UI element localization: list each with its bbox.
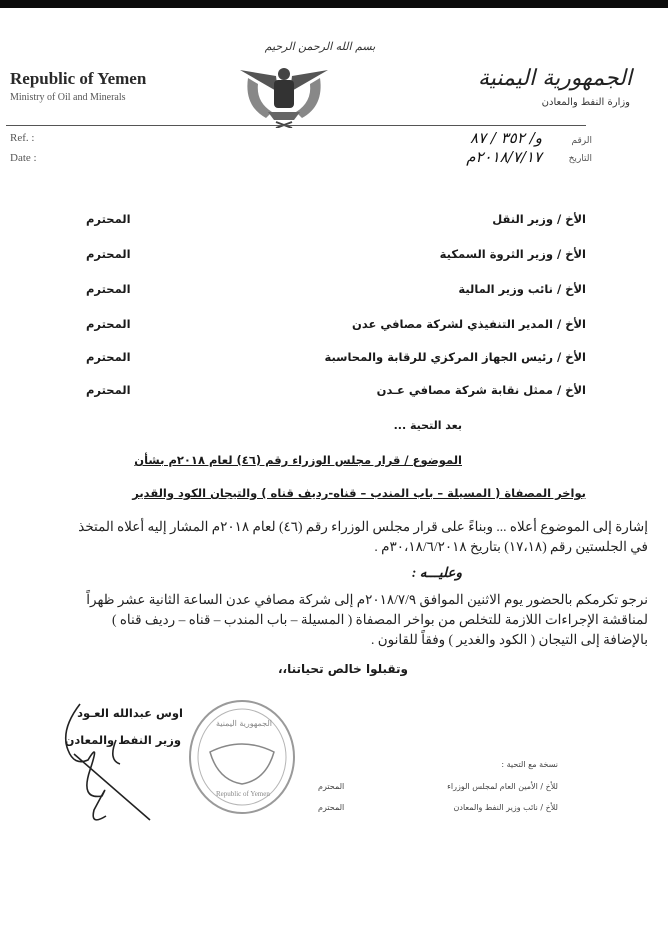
copy-recipient: للأخ / الأمين العام لمجلس الوزراء — [447, 782, 558, 791]
greeting: بعد التحية ... — [393, 419, 462, 432]
official-stamp-icon — [186, 696, 298, 818]
body-paragraph-1: إشارة إلى الموضوع أعلاه ... وبناءً على قرار مجلس الوزراء رقم (٤٦) لعام ٢٠١٨م المشار إليه أعلاه المتخذ في الجلستين رقم (١٧،١٨) بتاريخ ٣٠،١٨/٦/٢٠١٨م . — [78, 519, 648, 554]
ref-label-ar: الرقم — [571, 136, 592, 146]
recipient-row — [86, 247, 586, 265]
recipient-row — [86, 317, 586, 335]
letterhead-en-subtitle: Ministry of Oil and Minerals — [10, 92, 126, 103]
copy-recipient: للأخ / نائب وزير النفط والمعادن — [453, 803, 558, 812]
recipient-honorific: المحترم — [86, 247, 131, 261]
closing-line: وتقبلوا خالص تحياتنا،، — [277, 662, 408, 676]
copy-row — [318, 803, 558, 815]
therefore-heading: وعليـــه : — [411, 565, 462, 580]
copy-row — [318, 782, 558, 794]
recipient-name: الأخ / ممثل نقابة شركة مصافي عـدن — [376, 383, 586, 397]
copy-honorific: المحترم — [318, 782, 345, 791]
recipient-name: الأخ / المدير التنفيذي لشركة مصافي عدن — [352, 317, 586, 331]
letterhead-en-title: Republic of Yemen — [10, 69, 147, 88]
date-label-en: Date : — [10, 152, 37, 164]
recipient-row — [86, 383, 586, 401]
body-paragraph-2: نرجو تكرمكم بالحضور يوم الاثنين الموافق ٢٠١٨/٧/٩م إلى شركة مصافي عدن الساعة الثانية عشر ظهراً لمناقشة الإجراءات اللازمة للتخلص من بواخر المصفاة ( المسيلة – باب المندب – قناه – رديف قناه ) بالإضافة إلى التيجان ( الكود والغدير ) وفقاً للقانون . — [86, 592, 648, 647]
recipient-honorific: المحترم — [86, 317, 131, 331]
top-black-bar — [0, 0, 668, 8]
copy-honorific: المحترم — [318, 803, 345, 812]
recipient-honorific: المحترم — [86, 282, 131, 296]
recipient-name: الأخ / وزير النقل — [492, 212, 586, 226]
recipient-name: الأخ / وزير الثروة السمكية — [439, 247, 586, 261]
recipient-honorific: المحترم — [86, 383, 131, 397]
subject-line-1: الموضوع / قرار مجلس الوزراء رقم (٤٦) لعام ٢٠١٨م بشأن — [134, 453, 462, 467]
subject-line-2: بواخر المصفاة ( المسيلة – باب المندب – قناه-رديف قناه ) والتيجان الكود والقدير — [132, 486, 586, 500]
recipient-name: الأخ / رئيس الجهاز المركزي للرقابة والمحاسبة — [324, 350, 586, 364]
recipient-row — [86, 282, 586, 300]
handwritten-signature-icon — [50, 700, 160, 828]
date-label-ar: التاريخ — [568, 154, 592, 164]
signatory-name: اوس عبدالله العـود — [77, 706, 183, 720]
recipient-name: الأخ / نائب وزير المالية — [458, 282, 586, 296]
basmala: بسم الله الرحمن الرحيم — [264, 40, 376, 53]
ref-label-en: Ref. : — [10, 132, 35, 144]
letterhead-ar-title: الجمهورية اليمنية — [477, 66, 632, 91]
letterhead-ar-subtitle: وزارة النفط والمعادن — [541, 97, 630, 108]
header-divider — [6, 125, 586, 126]
recipient-honorific: المحترم — [86, 350, 131, 364]
copies-heading: نسخة مع التحية : — [501, 760, 558, 769]
ref-value: و/ ٣٥٢ / ٨٧ — [470, 129, 542, 147]
date-value: ٢٠١٨/٧/١٧م — [466, 148, 542, 166]
signatory-title: وزير النفط والمعادن — [64, 733, 181, 747]
recipient-honorific: المحترم — [86, 212, 131, 226]
svg-text:الجمهورية اليمنية: الجمهورية اليمنية — [216, 719, 273, 728]
eagle-emblem-icon — [238, 62, 330, 128]
svg-text:Republic of Yemen: Republic of Yemen — [216, 790, 270, 798]
recipient-row — [86, 350, 586, 368]
recipient-row — [86, 212, 586, 230]
